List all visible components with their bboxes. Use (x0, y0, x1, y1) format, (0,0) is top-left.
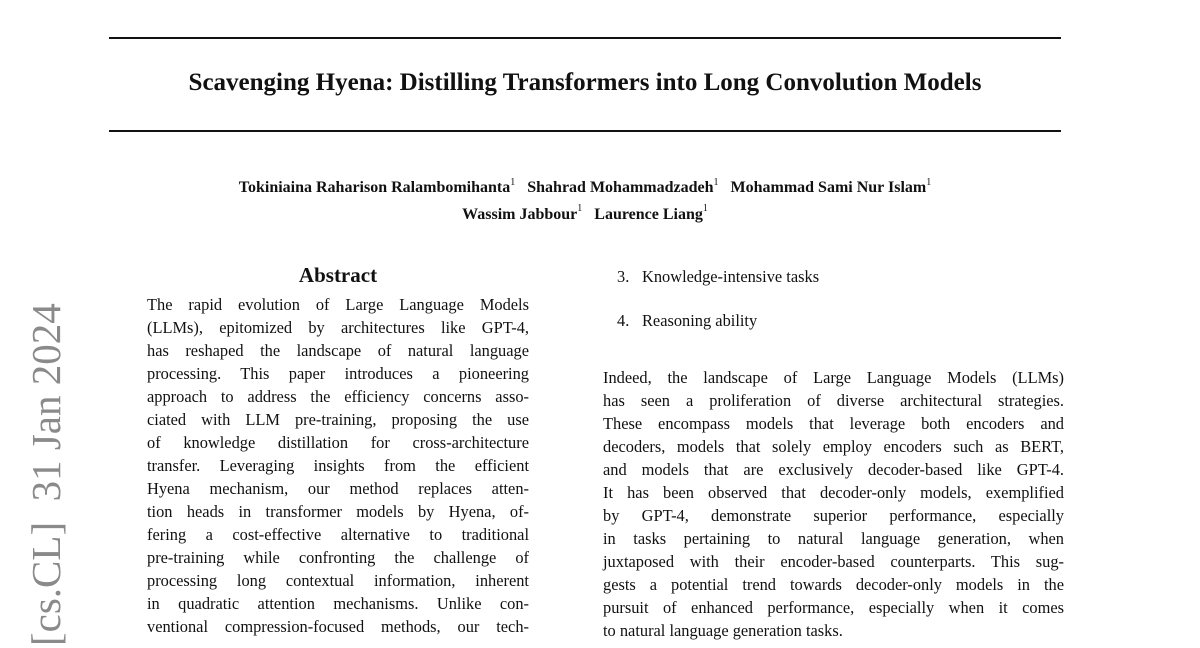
author-line-1 (109, 173, 1061, 199)
author: Tokiniaina Raharison Ralambomihanta$^1$ (238, 177, 516, 197)
body-line: pursuit of enhanced performance, especially when it comes (603, 598, 1064, 617)
author: Laurence Liang$^1$ (594, 203, 708, 223)
author: Shahrad Mohammadzadeh$^1$ (527, 177, 719, 197)
body-line: and models that are exclusively decoder-based like GPT-4. (603, 460, 1064, 479)
abstract-line: The rapid evolution of Large Language Models (147, 295, 529, 314)
body-line: It has been observed that decoder-only models, exemplified (603, 483, 1064, 502)
abstract-line: has reshaped the landscape of natural language (147, 341, 529, 360)
paper-title: Scavenging Hyena: Distilling Transformers into Long Convolution Models (188, 69, 982, 96)
abstract-line: transfer. Leveraging insights from the efficient (147, 456, 529, 475)
author-block (109, 173, 1061, 226)
body-line: has seen a proliferation of diverse architectural strategies. (603, 391, 1064, 410)
abstract-line: Hyena mechanism, our method replaces atten- (147, 479, 529, 498)
list-text: Reasoning ability (642, 311, 758, 330)
abstract-line: ventional compression-focused methods, our tech- (147, 617, 529, 636)
author-line-2 (109, 199, 1061, 225)
list-item (617, 310, 757, 331)
arxiv-stamp: [cs.CL] 31 Jan 2024 (23, 303, 69, 646)
list-number: 3. (617, 267, 630, 286)
list-text: Knowledge-intensive tasks (642, 267, 820, 286)
body-line: in tasks pertaining to natural language generation, when (603, 529, 1064, 548)
body-line: to natural language generation tasks. (603, 621, 843, 640)
body-line: juxtaposed with their encoder-based counterparts. This sug- (603, 552, 1064, 571)
abstract-line: of knowledge distillation for cross-architecture (147, 433, 529, 452)
body-line: by GPT-4, demonstrate superior performance, especially (603, 506, 1064, 525)
abstract-line: ciated with LLM pre-training, proposing the use (147, 410, 529, 429)
body-line: Indeed, the landscape of Large Language Models (LLMs) (603, 368, 1064, 387)
body-line: These encompass models that leverage both encoders and (603, 414, 1064, 433)
abstract-line: tion heads in transformer models by Hyena, of- (147, 502, 529, 521)
title-rule-top (109, 37, 1061, 39)
abstract-line: in quadratic attention mechanisms. Unlike con- (147, 594, 529, 613)
abstract-line: (LLMs), epitomized by architectures like GPT-4, (147, 318, 529, 337)
abstract-line: fering a cost-effective alternative to traditional (147, 525, 529, 544)
author: Mohammad Sami Nur Islam$^1$ (730, 177, 932, 197)
title-rule-bottom (109, 130, 1061, 132)
body-line: decoders, models that solely employ encoders such as BERT, (603, 437, 1064, 456)
abstract-line: processing long contextual information, inherent (147, 571, 529, 590)
author: Wassim Jabbour$^1$ (462, 203, 583, 223)
abstract-line: processing. This paper introduces a pioneering (147, 364, 529, 383)
list-number: 4. (617, 311, 630, 330)
body-line: gests a potential trend towards decoder-only models in the (603, 575, 1064, 594)
abstract-heading: Abstract (298, 263, 378, 287)
abstract-line: pre-training while confronting the challenge of (147, 548, 529, 567)
list-item (617, 266, 819, 287)
abstract-line: approach to address the efficiency concerns asso- (147, 387, 529, 406)
